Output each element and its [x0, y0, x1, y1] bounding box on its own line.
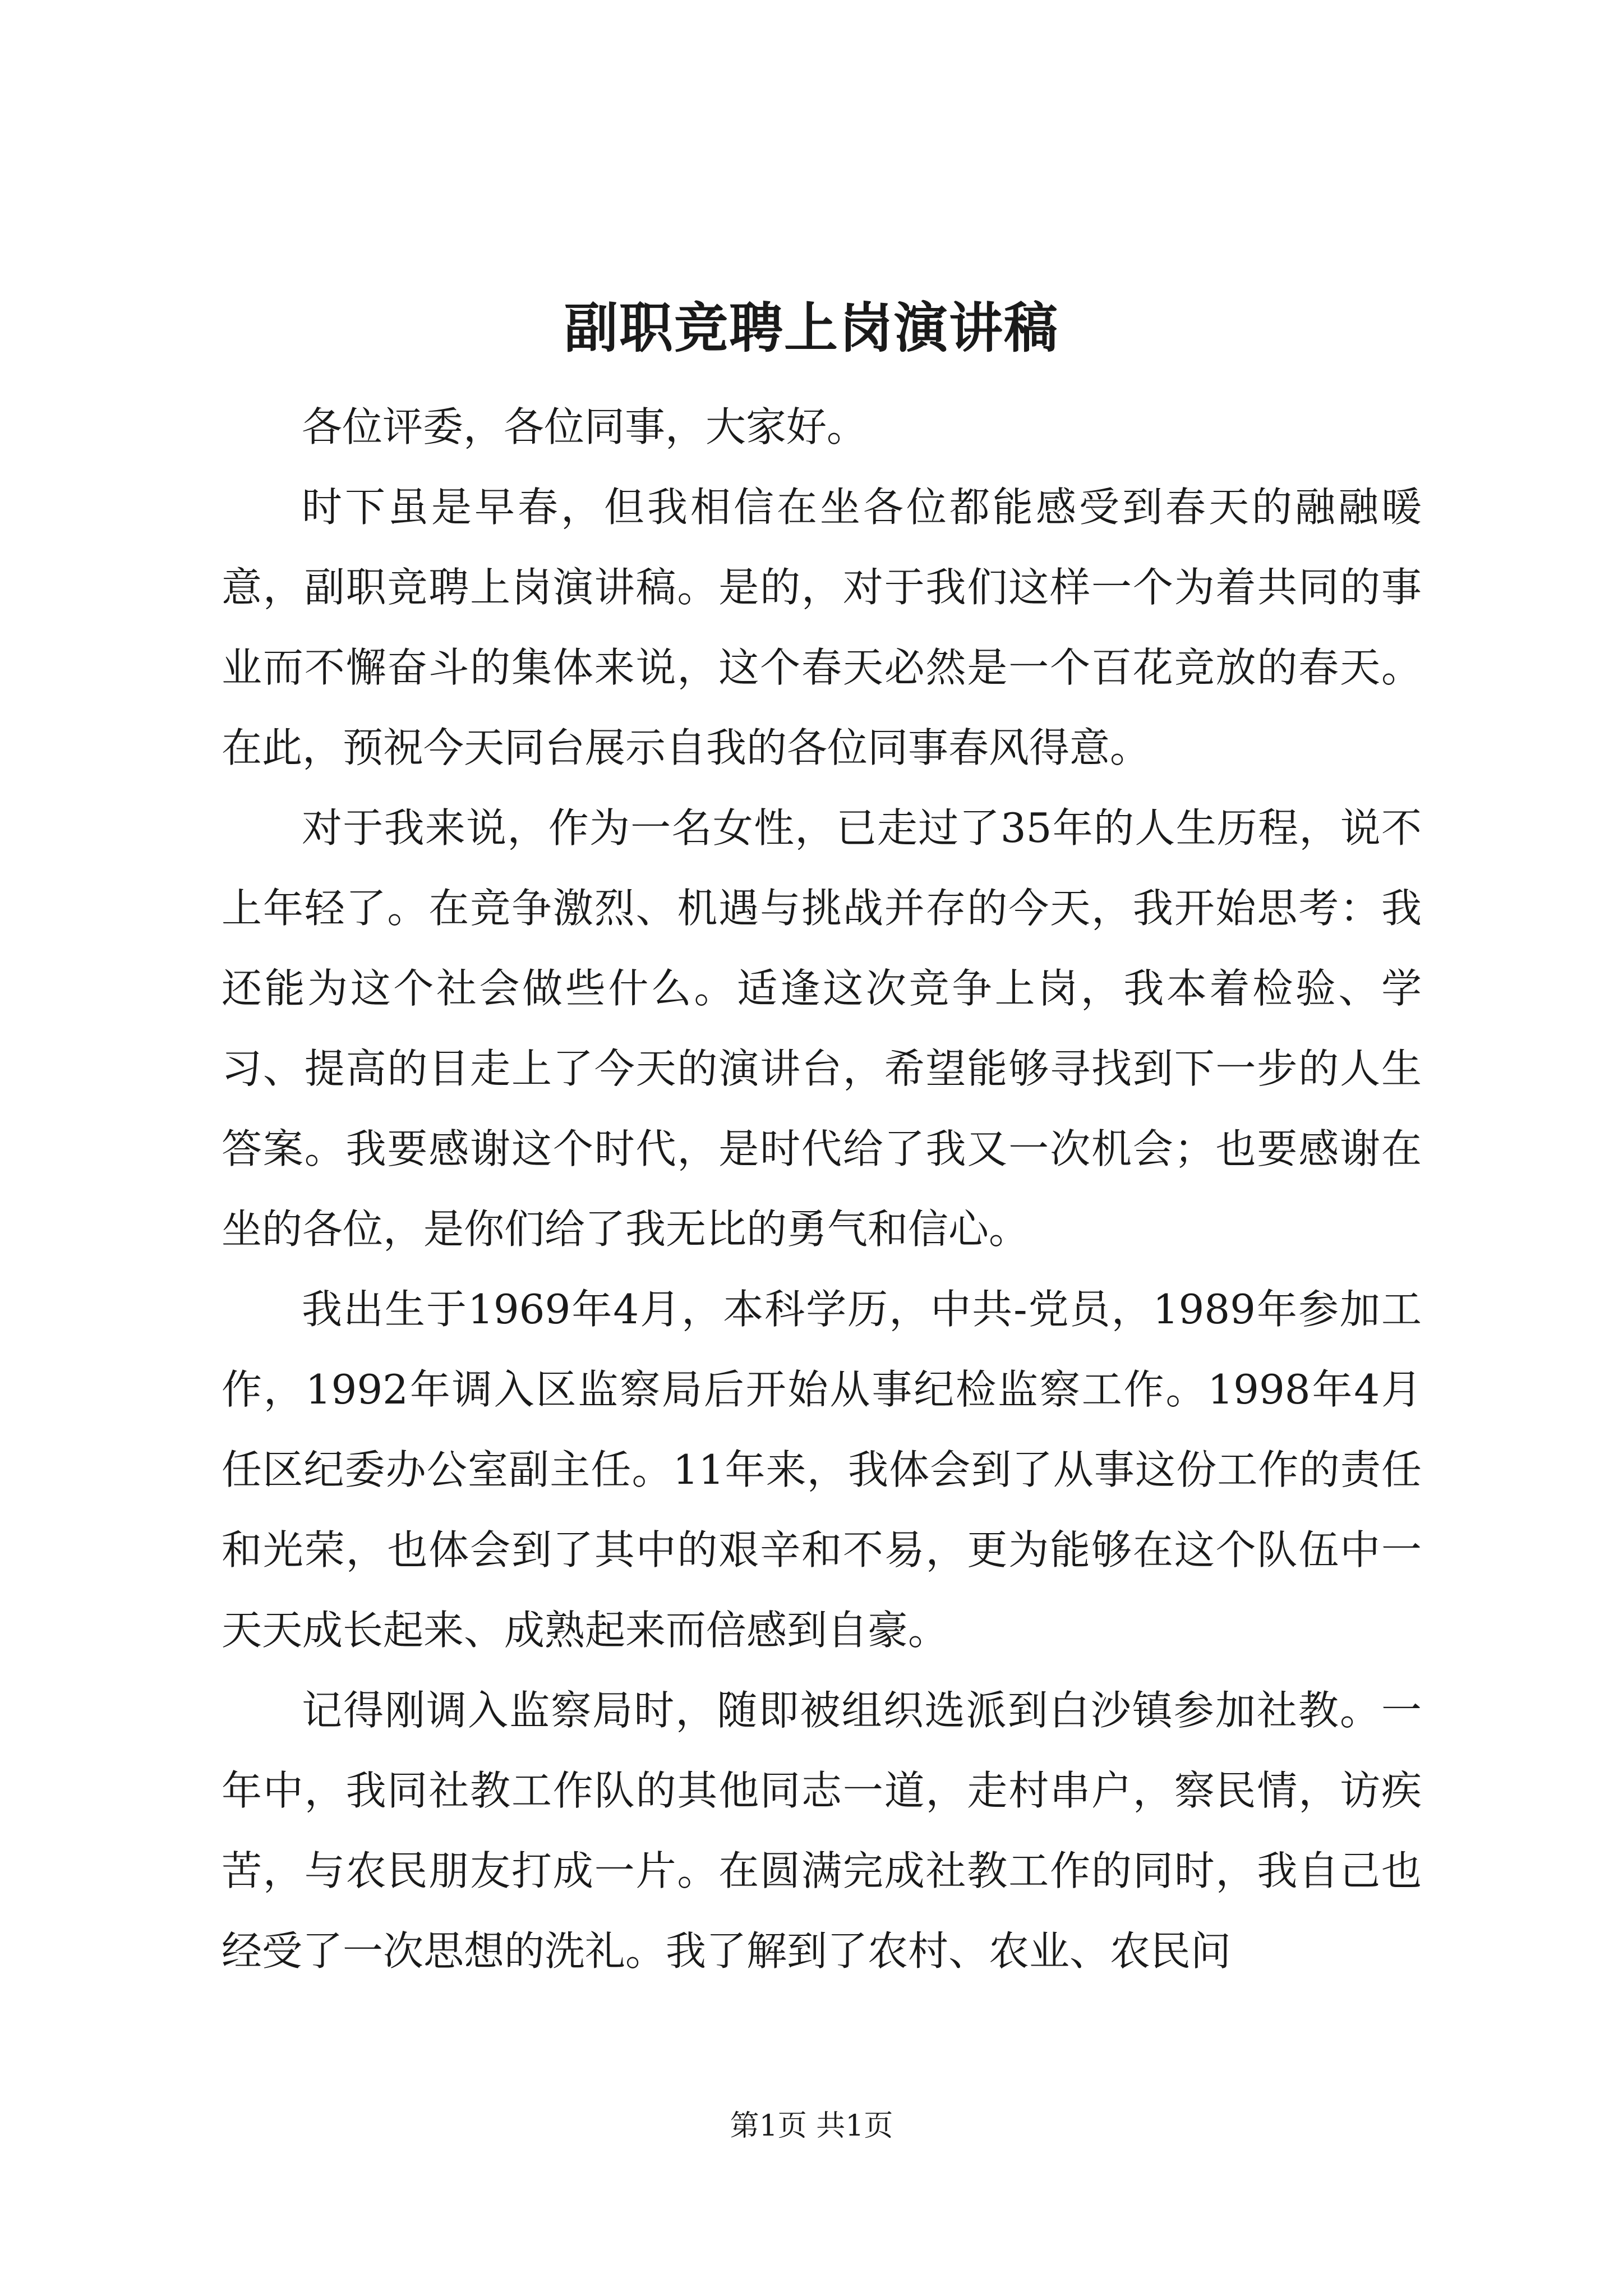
paragraph-greeting: 各位评委，各位同事，大家好。: [302, 403, 868, 450]
paragraph-experience: 记得刚调入监察局时，随即被组织选派到白沙镇参加社教。一年中，我同社教工作队的其他同志一道，走村串户，察民情，访疾苦，与农民朋友打成一片。在圆满完成社教工作的同时，我自己也经受了一次思想的洗礼。我了解到了农村、农业、农民问: [222, 1687, 1422, 1975]
document-body: [222, 387, 1422, 1991]
paragraph-reflection: 对于我来说，作为一名女性，已走过了35年的人生历程，说不上年轻了。在竞争激烈、机遇与挑战并存的今天，我开始思考：我还能为这个社会做些什么。适逢这次竞争上岗，我本着检验、学习、提高的目走上了今天的演讲台，希望能够寻找到下一步的人生答案。我要感谢这个时代，是时代给了我又一次机会；也要感谢在坐的各位，是你们给了我无比的勇气和信心。: [222, 804, 1422, 1253]
page-number-footer: 第1页 共1页: [730, 2109, 893, 2143]
document-title: 副职竞聘上岗演讲稿: [564, 296, 1059, 360]
paragraph-opening: 时下虽是早春，但我相信在坐各位都能感受到春天的融融暖意，副职竞聘上岗演讲稿。是的，对于我们这样一个为着共同的事业而不懈奋斗的集体来说，这个春天必然是一个百花竞放的春天。在此，预祝今天同台展示自我的各位同事春风得意。: [222, 484, 1422, 771]
paragraph-background: 我出生于1969年4月，本科学历，中共-党员，1989年参加工作，1992年调入区监察局后开始从事纪检监察工作。1998年4月任区纪委办公室副主任。11年来，我体会到了从事这份工作的责任和光荣，也体会到了其中的艰辛和不易，更为能够在这个队伍中一天天成长起来、成熟起来而倍感到自豪。: [222, 1286, 1422, 1654]
